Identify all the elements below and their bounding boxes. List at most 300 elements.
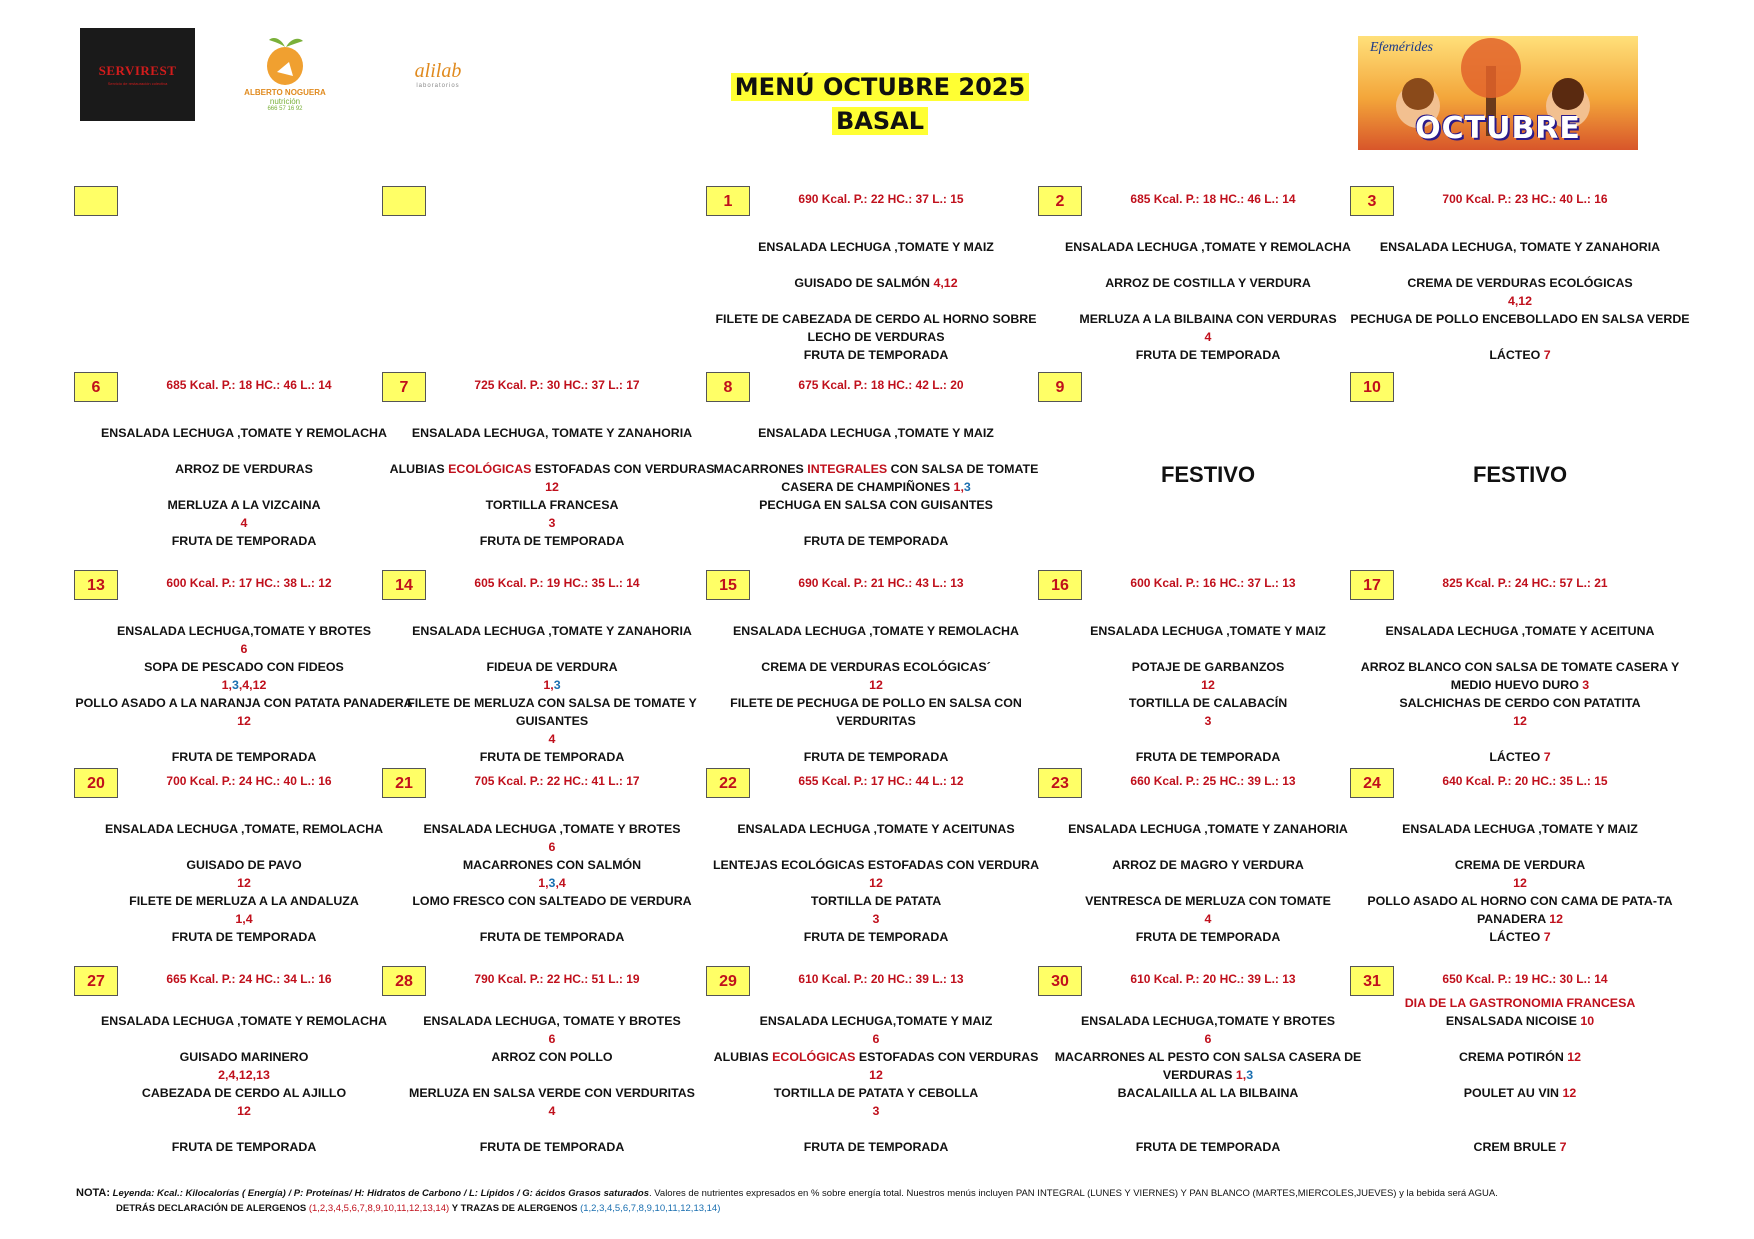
day-number: 15 (706, 570, 750, 600)
dish-item (706, 310, 1046, 346)
dish-text: FILETE DE PECHUGA DE POLLO EN SALSA CON VERDURITAS (730, 696, 1022, 728)
dish-item (382, 928, 722, 946)
dish-text: FRUTA DE TEMPORADA (803, 930, 949, 944)
dish-item (74, 424, 414, 442)
dish-text: ARROZ DE COSTILLA Y VERDURA (1105, 276, 1311, 290)
dish-text: FRUTA DE TEMPORADA (479, 930, 625, 944)
dish-item (382, 856, 722, 892)
allergen-codes: 12 (869, 678, 883, 692)
day-cell (1350, 966, 1754, 1156)
day-number: 13 (74, 570, 118, 600)
dish-text: LÁCTEO (1489, 348, 1541, 362)
nutrition-info: 690 Kcal. P.: 22 HC.: 37 L.: 15 (798, 192, 964, 206)
nutrition-info: 610 Kcal. P.: 20 HC.: 39 L.: 13 (798, 972, 964, 986)
dish-text: CREM BRULE (1473, 1140, 1557, 1154)
allergen-codes: 12 (237, 1104, 251, 1118)
day-number: 29 (706, 966, 750, 996)
day-number: 21 (382, 768, 426, 798)
alberto-noguera-logo (230, 32, 340, 124)
dish-text: FRUTA DE TEMPORADA (479, 534, 625, 548)
page-title (700, 70, 1060, 138)
footnote (76, 1186, 1716, 1216)
dish-text: ESTOFADAS CON VERDURAS (855, 1050, 1039, 1064)
dish-text: VENTRESCA DE MERLUZA CON TOMATE (1085, 894, 1331, 908)
allergen-codes: 7 (1543, 750, 1551, 764)
dish-text: CREMA POTIRÓN (1458, 1050, 1564, 1064)
dish-text: FRUTA DE TEMPORADA (171, 1140, 317, 1154)
allergen-codes: 1, (1235, 1068, 1247, 1082)
allergen-codes: 4 (240, 516, 248, 530)
nutrition-info: 655 Kcal. P.: 17 HC.: 44 L.: 12 (798, 774, 964, 788)
dish-text: MACARRONES CON SALMÓN (462, 858, 642, 872)
dish-text: GUISADO MARINERO (179, 1050, 309, 1064)
dish-item (382, 658, 722, 694)
dish-item (1350, 1138, 1690, 1156)
dish-item (1038, 1138, 1378, 1156)
dish-item (706, 496, 1046, 514)
dish-item (74, 658, 414, 694)
dish-item (74, 622, 414, 658)
dish-text: ARROZ BLANCO CON SALSA DE TOMATE CASERA Y MEDIO HUEVO DURO (1360, 660, 1680, 692)
dish-text: CON SALSA DE TOMATE CASERA DE CHAMPIÑONES (781, 462, 1039, 494)
dish-text: FRUTA DE TEMPORADA (803, 1140, 949, 1154)
dish-text: ARROZ DE VERDURAS (175, 462, 313, 476)
dish-text: ENSALSADA NICOISE (1445, 1014, 1577, 1028)
allergen-codes: 4,12 (1507, 294, 1533, 308)
dish-item (706, 1048, 1046, 1084)
dish-item (74, 748, 414, 766)
allergen-codes: 12 (869, 1068, 883, 1082)
dish-text: ENSALADA LECHUGA ,TOMATE Y REMOLACHA (733, 624, 1019, 638)
nutrition-info: 700 Kcal. P.: 24 HC.: 40 L.: 16 (166, 774, 332, 788)
day-cell (1350, 570, 1754, 764)
dish-item (706, 346, 1046, 364)
dish-text: ARROZ CON POLLO (491, 1050, 613, 1064)
trace-codes: 3 (963, 480, 971, 494)
holiday-label: FESTIVO (1472, 462, 1568, 487)
dish-item (382, 1048, 722, 1066)
day-number: 1 (706, 186, 750, 216)
allergen-codes: 12 (237, 714, 251, 728)
dish-text: DIA DE LA GASTRONOMIA FRANCESA (1404, 996, 1636, 1010)
dish-text: ESTOFADAS CON VERDURAS (531, 462, 715, 476)
dish-item (1038, 1084, 1378, 1102)
nutrition-info: 700 Kcal. P.: 23 HC.: 40 L.: 16 (1442, 192, 1608, 206)
dish-item (382, 892, 722, 910)
alilab-logo (398, 60, 478, 100)
dish-text: FRUTA DE TEMPORADA (803, 750, 949, 764)
eco-highlight: ECOLÓGICAS (772, 1050, 856, 1064)
dish-text: ENSALADA LECHUGA, TOMATE Y ZANAHORIA (411, 426, 693, 440)
allergen-codes: 12 (237, 876, 251, 890)
dish-text: LOMO FRESCO CON SALTEADO DE VERDURA (412, 894, 692, 908)
dish-text: CREMA DE VERDURA (1454, 858, 1586, 872)
day-number: 22 (706, 768, 750, 798)
nutrition-info: 675 Kcal. P.: 18 HC.: 42 L.: 20 (798, 378, 964, 392)
dish-text: SALCHICHAS DE CERDO CON PATATITA (1399, 696, 1641, 710)
dish-item (74, 496, 414, 532)
nutrition-info: 665 Kcal. P.: 24 HC.: 34 L.: 16 (166, 972, 332, 986)
dish-text: POLLO ASADO AL HORNO CON CAMA DE PATA-TA PANADERA (1367, 894, 1673, 926)
allergen-codes: 4,12 (933, 276, 958, 290)
allergen-codes: 6 (548, 1032, 556, 1046)
dish-item (706, 820, 1046, 838)
dish-text: FRUTA DE TEMPORADA (479, 1140, 625, 1154)
eco-highlight: INTEGRALES (807, 462, 888, 476)
dish-text: FIDEUA DE VERDURA (486, 660, 618, 674)
dish-text: CREMA DE VERDURAS ECOLÓGICAS (1407, 276, 1633, 290)
day-number: 10 (1350, 372, 1394, 402)
dish-item (382, 460, 722, 496)
dish-item (706, 1012, 1046, 1048)
note-legend: Leyenda: Kcal.: Kilocalorías ( Energía) / P: Proteínas/ H: Hidratos de Carbono / L: Lípidos / G: ácidos Grasos saturados (112, 1188, 649, 1199)
dish-text: FRUTA DE TEMPORADA (479, 750, 625, 764)
day-number: 2 (1038, 186, 1082, 216)
nutrition-info: 600 Kcal. P.: 17 HC.: 38 L.: 12 (166, 576, 332, 590)
day-number: 27 (74, 966, 118, 996)
special-day-label (1350, 994, 1690, 1012)
dish-item (706, 424, 1046, 442)
dish-text: POULET AU VIN (1463, 1086, 1559, 1100)
allergen-codes: 3 (872, 1104, 880, 1118)
dish-text: POTAJE DE GARBANZOS (1131, 660, 1285, 674)
day-number: 24 (1350, 768, 1394, 798)
dish-item (74, 820, 414, 838)
alilab-logo-sub: laboratorios (416, 83, 460, 89)
dish-text: FRUTA DE TEMPORADA (171, 750, 317, 764)
dish-text: ENSALADA LECHUGA, TOMATE Y BROTES (423, 1014, 681, 1028)
dish-item (1038, 820, 1378, 838)
dish-text: ENSALADA LECHUGA ,TOMATE Y MAIZ (758, 240, 994, 254)
dish-text: MERLUZA A LA VIZCAINA (167, 498, 321, 512)
nutrition-info: 685 Kcal. P.: 18 HC.: 46 L.: 14 (1130, 192, 1296, 206)
dish-text: SOPA DE PESCADO CON FIDEOS (144, 660, 344, 674)
dish-text: ENSALADA LECHUGA ,TOMATE Y REMOLACHA (101, 1014, 387, 1028)
dish-item (382, 1084, 722, 1120)
allergen-codes: 12 (1562, 1086, 1577, 1100)
dish-text: ENSALADA LECHUGA ,TOMATE Y ZANAHORIA (412, 624, 692, 638)
nutrition-info: 825 Kcal. P.: 24 HC.: 57 L.: 21 (1442, 576, 1608, 590)
dish-item (382, 622, 722, 640)
allergen-codes: 12 (1567, 1050, 1582, 1064)
note-text: . Valores de nutrientes expresados en % sobre energía total. Nuestros menús incluyen PAN INTEGRAL (LUNES Y VIERNES) Y PAN BLANCO (MARTES,MIERCOLES,JUEVES) y la bebida será AGUA. (649, 1188, 1498, 1199)
dish-text: MACARRONES AL PESTO CON SALSA CASERA DE VERDURAS (1054, 1050, 1362, 1082)
dish-text: BACALAILLA AL LA BILBAINA (1117, 1086, 1299, 1100)
dish-item (382, 424, 722, 442)
dish-text: CREMA DE VERDURAS ECOLÓGICAS´ (761, 660, 991, 674)
dish-text: ENSALADA LECHUGA,TOMATE Y MAIZ (759, 1014, 993, 1028)
dish-item (74, 928, 414, 946)
dish-item (1038, 310, 1378, 346)
banner-efemerides: Efemérides (1370, 40, 1433, 55)
dish-item (1350, 694, 1690, 730)
allergen-codes: 4 (1204, 330, 1212, 344)
day-number: 30 (1038, 966, 1082, 996)
trace-codes: 3 (548, 876, 556, 890)
dish-text: ENSALADA LECHUGA,TOMATE Y BROTES (1080, 1014, 1336, 1028)
menu-title: MENÚ OCTUBRE 2025 (731, 73, 1029, 101)
dish-text: ENSALADA LECHUGA ,TOMATE Y REMOLACHA (1065, 240, 1351, 254)
dish-item (1038, 1048, 1378, 1084)
dish-item (1350, 820, 1690, 838)
allergen-codes: 12 (545, 480, 559, 494)
alberto-logo-phone: 666 57 16 92 (267, 106, 303, 112)
dish-item (706, 694, 1046, 730)
allergen-codes: 7 (1543, 348, 1551, 362)
dish-text: FRUTA DE TEMPORADA (1135, 1140, 1281, 1154)
dish-item (706, 748, 1046, 766)
day-number: 23 (1038, 768, 1082, 798)
dish-text: PECHUGA EN SALSA CON GUISANTES (759, 498, 993, 512)
nutrition-info: 605 Kcal. P.: 19 HC.: 35 L.: 14 (474, 576, 640, 590)
allergen-codes: 1, (953, 480, 964, 494)
dish-item (706, 460, 1046, 496)
dish-item (382, 1012, 722, 1048)
dish-item (74, 1012, 414, 1030)
nutrition-info: 660 Kcal. P.: 25 HC.: 39 L.: 13 (1130, 774, 1296, 788)
dish-text: MERLUZA EN SALSA VERDE CON VERDURITAS (409, 1086, 695, 1100)
dish-text: PECHUGA DE POLLO ENCEBOLLADO EN SALSA VERDE (1350, 312, 1690, 326)
allergen-codes: 3 (1582, 678, 1590, 692)
dish-text: ALUBIAS (713, 1050, 773, 1064)
alberto-logo-sub: nutrición (269, 97, 301, 106)
allergen-codes: 4 (548, 1104, 556, 1118)
dish-item (74, 1048, 414, 1084)
allergen-codes: 12 (869, 876, 883, 890)
allergen-codes: 6 (872, 1032, 880, 1046)
allergen-codes: 3 (872, 912, 880, 926)
day-number: 3 (1350, 186, 1394, 216)
dish-item (382, 748, 722, 766)
dish-text: ENSALADA LECHUGA ,TOMATE Y ACEITUNAS (737, 822, 1015, 836)
dish-item (706, 856, 1046, 892)
dish-text: CABEZADA DE CERDO AL AJILLO (141, 1086, 347, 1100)
alberto-logo-name: ALBERTO NOGUERA (244, 88, 326, 97)
dish-text: TORTILLA DE PATATA Y CEBOLLA (773, 1086, 979, 1100)
servirest-logo (80, 28, 195, 121)
dish-item (706, 622, 1046, 640)
october-banner (1358, 36, 1638, 150)
dish-text: FILETE DE CABEZADA DE CERDO AL HORNO SOBRE LECHO DE VERDURAS (715, 312, 1037, 344)
dish-item (706, 532, 1046, 550)
allergen-codes: 6 (1204, 1032, 1212, 1046)
dish-text: TORTILLA DE PATATA (810, 894, 942, 908)
dish-text: ENSALADA LECHUGA ,TOMATE Y REMOLACHA (101, 426, 387, 440)
note-traces-list: (1,2,3,4,5,6,7,8,9,10,11,12,13,14) (580, 1203, 721, 1214)
dish-item (74, 892, 414, 928)
dish-item (1038, 658, 1378, 694)
note-label: NOTA: (76, 1187, 111, 1199)
dish-item (1350, 658, 1690, 694)
dish-item (1350, 310, 1690, 328)
dish-item (382, 532, 722, 550)
dish-item (1350, 1012, 1690, 1030)
day-number (382, 186, 426, 216)
dish-item (382, 496, 722, 532)
dish-item (1350, 1084, 1690, 1102)
dish-text: FRUTA DE TEMPORADA (171, 534, 317, 548)
allergen-codes: 4 (548, 732, 556, 746)
nutrition-info: 725 Kcal. P.: 30 HC.: 37 L.: 17 (474, 378, 640, 392)
alilab-logo-name: alilab (414, 60, 462, 82)
day-number: 7 (382, 372, 426, 402)
allergen-codes: 2,4,12,13 (218, 1068, 270, 1082)
dish-item (706, 1084, 1046, 1120)
dish-text: MACARRONES (713, 462, 808, 476)
dish-text: FRUTA DE TEMPORADA (171, 930, 317, 944)
menu-subtitle: BASAL (832, 107, 928, 135)
day-number: 16 (1038, 570, 1082, 600)
dish-item (1350, 856, 1690, 892)
trace-codes: 3 (231, 678, 239, 692)
servirest-logo-name: SERVIREST (98, 63, 177, 78)
dish-text: FRUTA DE TEMPORADA (1135, 750, 1281, 764)
holiday-label: FESTIVO (1160, 462, 1256, 487)
note-traces-label: Y TRAZAS DE ALERGENOS (451, 1203, 578, 1214)
dish-text: LENTEJAS ECOLÓGICAS ESTOFADAS CON VERDURA (712, 858, 1040, 872)
dish-item (74, 856, 414, 892)
dish-item (74, 460, 414, 478)
allergen-codes: 1, (221, 678, 232, 692)
dish-text: ENSALADA LECHUGA ,TOMATE Y ZANAHORIA (1068, 822, 1348, 836)
dish-text: LÁCTEO (1489, 750, 1541, 764)
allergen-codes: 3 (548, 516, 556, 530)
note-allergen-label: DETRÁS DECLARACIÓN DE ALERGENOS (116, 1203, 307, 1214)
dish-text: FILETE DE MERLUZA A LA ANDALUZA (129, 894, 359, 908)
dish-item (1350, 748, 1690, 766)
dish-item (1350, 928, 1690, 946)
day-cell (1350, 768, 1754, 958)
dish-text: FRUTA DE TEMPORADA (1135, 348, 1281, 362)
dish-item (1038, 1012, 1378, 1048)
day-number: 8 (706, 372, 750, 402)
day-number: 9 (1038, 372, 1082, 402)
allergen-codes: 6 (548, 840, 556, 854)
nutrition-info: 690 Kcal. P.: 21 HC.: 43 L.: 13 (798, 576, 964, 590)
dish-item (1038, 274, 1378, 292)
dish-text: ENSALADA LECHUGA, TOMATE Y ZANAHORIA (1379, 240, 1661, 254)
allergen-codes: 1,4 (235, 912, 253, 926)
dish-item (1038, 856, 1378, 874)
day-number: 31 (1350, 966, 1394, 996)
dish-item (74, 532, 414, 550)
allergen-codes: 7 (1559, 1140, 1567, 1154)
dish-item (706, 928, 1046, 946)
dish-item (1038, 622, 1378, 640)
dish-item (1038, 892, 1378, 928)
day-number: 6 (74, 372, 118, 402)
day-cell (1350, 372, 1754, 562)
dish-item (1038, 928, 1378, 946)
note-allergen-list: (1,2,3,4,5,6,7,8,9,10,11,12,13,14) (308, 1203, 450, 1214)
dish-text: FRUTA DE TEMPORADA (803, 348, 949, 362)
allergen-codes: 12 (1513, 714, 1527, 728)
dish-item (706, 274, 1046, 292)
allergen-codes: 7 (1543, 930, 1551, 944)
dish-item (382, 694, 722, 748)
day-number: 14 (382, 570, 426, 600)
dish-item (1350, 274, 1690, 310)
day-number: 17 (1350, 570, 1394, 600)
day-cell (1350, 186, 1754, 376)
nutrition-info: 705 Kcal. P.: 22 HC.: 41 L.: 17 (474, 774, 640, 788)
nutrition-info: 650 Kcal. P.: 19 HC.: 30 L.: 14 (1442, 972, 1608, 986)
dish-item (1350, 1048, 1690, 1066)
allergen-codes: 12 (1513, 876, 1527, 890)
dish-item (1350, 892, 1690, 928)
day-number (74, 186, 118, 216)
nutrition-info: 640 Kcal. P.: 20 HC.: 35 L.: 15 (1442, 774, 1608, 788)
dish-text: ARROZ DE MAGRO Y VERDURA (1112, 858, 1304, 872)
eco-highlight: ECOLÓGICAS (448, 462, 532, 476)
dish-item (1038, 346, 1378, 364)
dish-text: TORTILLA DE CALABACÍN (1128, 696, 1288, 710)
nutrition-info: 610 Kcal. P.: 20 HC.: 39 L.: 13 (1130, 972, 1296, 986)
dish-item (1350, 346, 1690, 364)
dish-text: ALUBIAS (389, 462, 449, 476)
dish-text: FRUTA DE TEMPORADA (803, 534, 949, 548)
dish-text: MERLUZA A LA BILBAINA CON VERDURAS (1079, 312, 1337, 326)
allergen-codes: 1, (543, 678, 554, 692)
dish-text: TORTILLA FRANCESA (485, 498, 619, 512)
dish-text: ENSALADA LECHUGA,TOMATE Y BROTES (116, 624, 372, 638)
dish-text: ENSALADA LECHUGA ,TOMATE Y ACEITUNA (1385, 624, 1655, 638)
day-number: 28 (382, 966, 426, 996)
allergen-codes: 12 (1549, 912, 1564, 926)
dish-item (74, 694, 414, 730)
banner-month: OCTUBRE (1415, 111, 1581, 146)
allergen-codes: 1, (538, 876, 549, 890)
dish-item (1038, 694, 1378, 730)
nutrition-info: 790 Kcal. P.: 22 HC.: 51 L.: 19 (474, 972, 640, 986)
dish-text: ENSALADA LECHUGA ,TOMATE Y MAIZ (1402, 822, 1638, 836)
dish-text: GUISADO DE PAVO (186, 858, 302, 872)
dish-item (1350, 238, 1690, 256)
dish-text: ENSALADA LECHUGA ,TOMATE Y MAIZ (1090, 624, 1326, 638)
dish-item (74, 1138, 414, 1156)
nutrition-info: 600 Kcal. P.: 16 HC.: 37 L.: 13 (1130, 576, 1296, 590)
dish-item (1038, 238, 1378, 256)
day-number: 20 (74, 768, 118, 798)
dish-item (382, 820, 722, 856)
nutrition-info: 685 Kcal. P.: 18 HC.: 46 L.: 14 (166, 378, 332, 392)
allergen-codes: 3 (1204, 714, 1212, 728)
dish-text: ENSALADA LECHUGA ,TOMATE Y BROTES (423, 822, 681, 836)
dish-text: LÁCTEO (1489, 930, 1541, 944)
dish-text: GUISADO DE SALMÓN (794, 276, 931, 290)
allergen-codes: 6 (240, 642, 248, 656)
dish-text: FILETE DE MERLUZA CON SALSA DE TOMATE Y GUISANTES (407, 696, 697, 728)
dish-text: ENSALADA LECHUGA ,TOMATE Y MAIZ (758, 426, 994, 440)
allergen-codes: 10 (1580, 1014, 1595, 1028)
dish-item (706, 238, 1046, 256)
allergen-codes: ,4,12 (238, 678, 267, 692)
dish-item (706, 1138, 1046, 1156)
dish-item (706, 658, 1046, 694)
dish-text: POLLO ASADO A LA NARANJA CON PATATA PANADERA (75, 696, 413, 710)
dish-item (74, 1084, 414, 1120)
trace-codes: 3 (553, 678, 561, 692)
dish-text: FRUTA DE TEMPORADA (1135, 930, 1281, 944)
dish-item (706, 892, 1046, 928)
allergen-codes: 12 (1201, 678, 1215, 692)
dish-text: ENSALADA LECHUGA ,TOMATE, REMOLACHA (104, 822, 384, 836)
dish-item (1350, 622, 1690, 640)
orange-icon (255, 32, 315, 86)
servirest-logo-tagline: Servicio de restauración colectiva (107, 81, 168, 86)
dish-item (382, 1138, 722, 1156)
trace-codes: 3 (1246, 1068, 1254, 1082)
